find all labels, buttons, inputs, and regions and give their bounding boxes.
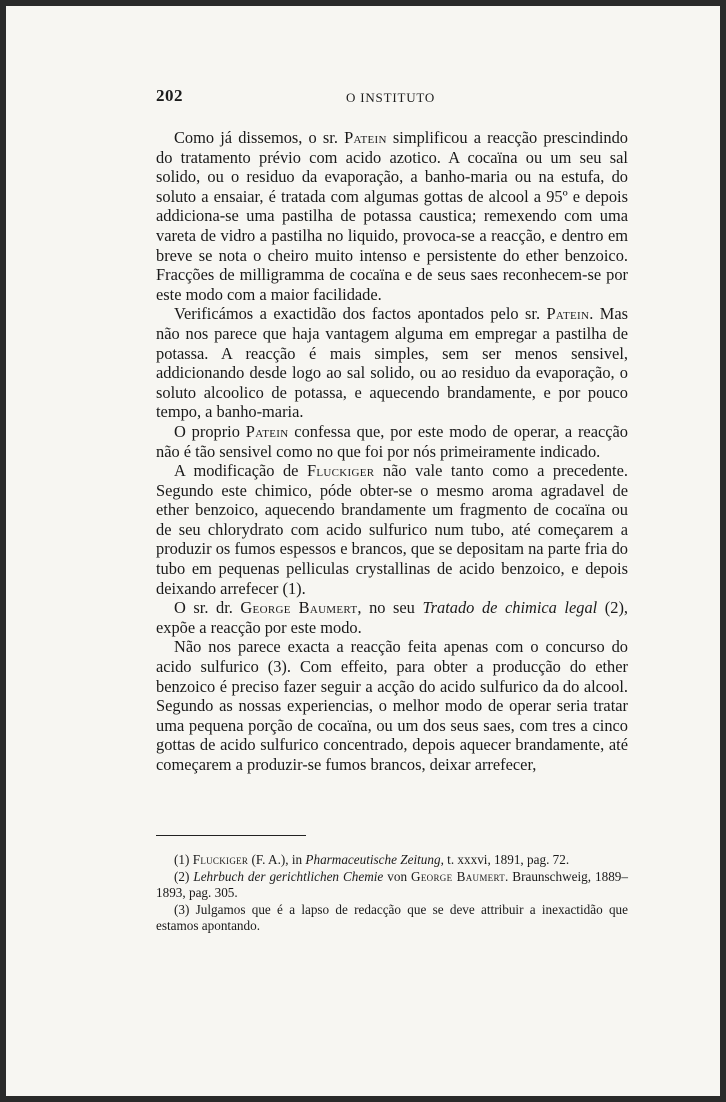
footnote-divider: [156, 835, 306, 836]
author-name: Patein: [344, 128, 387, 147]
paragraph: Como já dissemos, o sr. Patein simplificou a reacção prescindindo do tratamento prévio com acido azotico. A cocaïna ou um seu sal solido, ou o residuo da evaporação, a banho-maria ou na estufa, do soluto a ensaiar, é tratada com algumas gottas de alcool a 95º e depois addiciona-se uma pastilha de potassa caustica; remexendo com uma vareta de vidro a pastilha no liquido, provoca-se a reacção, e dentro em breve se nota o cheiro muito intenso e persistente do ether benzoico. Fracções de milligramma de cocaïna e de seus saes reconhecem-se por este modo com a maior facilidade.: [156, 128, 628, 304]
paragraph: Não nos parece exacta a reacção feita apenas com o concurso do acido sulfurico (3). Com effeito, para obter a producção do ether benzoico é preciso fazer seguir a acção do acido sulfurico da do alcool. Segundo as nossas experiencias, o melhor modo de operar seria tratar uma pequena porção de cocaïna, ou um dos seus saes, com tres a cinco gottas de acido sulfurico concentrado, depois aquecer brandamente, até começarem a produzir-se fumos brancos, deixar arrefecer,: [156, 637, 628, 774]
book-title: Tratado de chimica legal: [422, 598, 598, 618]
author-name: Fluckiger: [306, 461, 375, 481]
paragraph: Verificámos a exactidão dos factos apontados pelo sr. Patein. Mas não nos parece que haja vantagem alguma em empregar a pastilha de potassa. A reacção é mais simples, sem ser menos sensivel, addicionando desde logo ao sal solido, ou ao residuo da evaporação, o soluto alcoolico de potassa, e aquecendo brandamente, e por pouco tempo, a banho-maria.: [156, 304, 628, 422]
author-name: Patein: [546, 304, 590, 324]
author-name: Patein: [245, 421, 289, 441]
footnote: (1) Fluckiger (F. A.), in Pharmaceutische Zeitung, t. xxxvi, 1891, pag. 72.: [174, 852, 570, 867]
page-number: 202: [156, 86, 183, 105]
page-header: [156, 86, 628, 108]
paragraph: O sr. dr. George Baumert, no seu Tratado de chimica legal (2), expõe a reacção por este modo.: [156, 598, 628, 637]
author-name: George Baumert: [240, 598, 358, 618]
footnote: (2) Lehrbuch der gerichtlichen Chemie von George Baumert. Braunschweig, 1889–1893, pag. 305.: [156, 868, 628, 901]
footnote: (3) Julgamos que é a lapso de redacção que se deve attribuir a inexactidão que estamos apontando.: [156, 901, 628, 934]
footnotes: [156, 852, 628, 935]
running-title: O INSTITUTO: [346, 90, 436, 105]
paragraph: O proprio Patein confessa que, por este modo de operar, a reacção não é tão sensivel como no que foi por nós primeiramente indicado.: [156, 421, 628, 461]
paragraph: A modificação de Fluckiger não vale tanto como a precedente. Segundo este chimico, póde obter-se o mesmo aroma agradavel de ether benzoico, aquecendo brandamente um fragmento de cocaïna ou de seu chlorydrato com acido sulfurico num tubo, até começarem a produzir os fumos espessos e brancos, que se depositam na parte fria do tubo em pequenas pelliculas crystallinas de acido benzoico, e depois deixando arrefecer (1).: [156, 461, 628, 598]
book-page: [6, 6, 720, 1096]
body-text: [156, 128, 628, 775]
